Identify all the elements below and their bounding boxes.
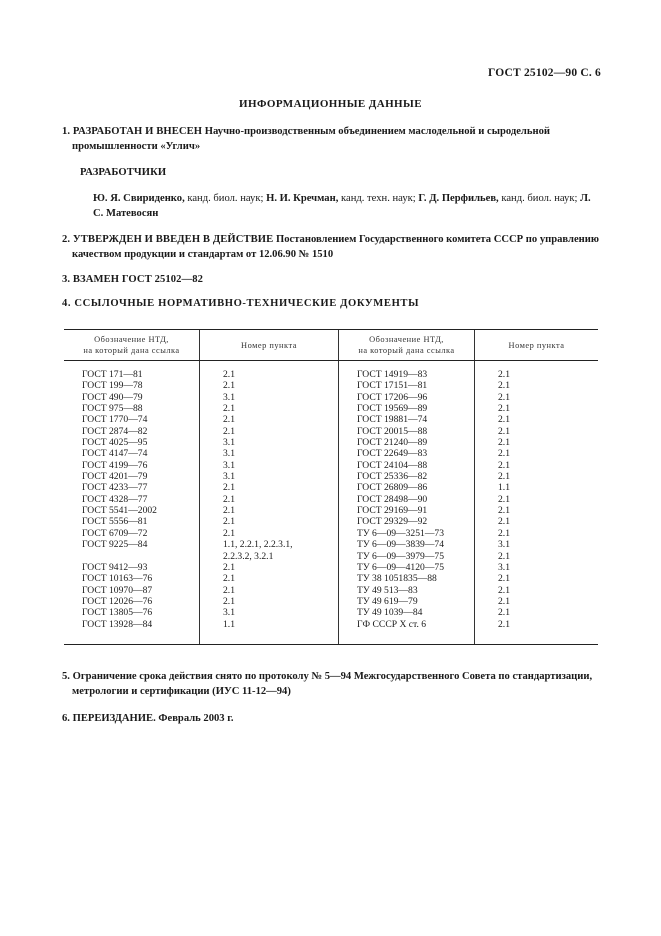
doc-code-cell (64, 551, 200, 562)
table-row (64, 471, 598, 482)
developers-list (93, 192, 601, 221)
section-2-heading: 2. УТВЕРЖДЕН И ВВЕДЕН В ДЕЙСТВИЕ (62, 234, 274, 245)
doc-code-cell: ТУ 6—09—3251—73 (339, 528, 475, 539)
doc-code-cell: ТУ 6—09—4120—75 (339, 562, 475, 573)
doc-code-cell: ГОСТ 4201—79 (82, 471, 148, 483)
doc-code-cell: ГОСТ 17151—81 (339, 380, 475, 391)
item-number-cell: 2.1 (475, 619, 599, 645)
col-header-doc: Обозначение НТД, на который дана ссылка (64, 330, 200, 361)
doc-code-cell: ГОСТ 22649—83 (339, 448, 475, 459)
table-row (64, 573, 598, 584)
doc-code-cell: ГОСТ 9412—93 (82, 561, 148, 573)
item-number-cell: 2.1 (475, 573, 599, 584)
table-row (64, 562, 598, 573)
section-1-heading: 1. РАЗРАБОТАН И ВНЕСЕН (62, 126, 203, 137)
doc-code-cell: ТУ 49 513—83 (339, 585, 475, 596)
table-row (64, 607, 598, 618)
item-number-cell: 1.1, 2.2.1, 2.2.3.1, (200, 539, 339, 550)
references-table (64, 329, 598, 645)
developer-degree: канд. биол. наук; (184, 193, 267, 204)
item-number-cell: 2.1 (475, 403, 599, 414)
doc-code-cell: ГОСТ 21240—89 (339, 437, 475, 448)
table-row (64, 585, 598, 596)
doc-code-cell: ГОСТ 199—78 (82, 380, 143, 392)
doc-code-cell: ГОСТ 10163—76 (82, 573, 153, 585)
item-number-cell: 2.1 (475, 426, 599, 437)
item-number-cell: 2.1 (200, 596, 339, 607)
item-number-cell: 2.1 (200, 528, 339, 539)
item-number-cell: 2.1 (475, 494, 599, 505)
item-number-cell: 3.1 (200, 392, 339, 403)
table-row (64, 403, 598, 414)
table-row (64, 596, 598, 607)
item-number-cell: 2.1 (475, 516, 599, 527)
item-number-cell: 2.1 (200, 505, 339, 516)
item-number-cell: 2.1 (475, 392, 599, 403)
doc-code-cell: ГОСТ 19569—89 (339, 403, 475, 414)
table-row (64, 539, 598, 550)
item-number-cell: 2.2.3.2, 3.2.1 (200, 551, 339, 562)
item-number-cell: 3.1 (200, 437, 339, 448)
developer-name: Л. С. Матевосян (93, 193, 591, 219)
item-number-cell: 3.1 (200, 460, 339, 471)
item-number-cell: 2.1 (200, 380, 339, 391)
doc-code-cell: ГОСТ 490—79 (82, 391, 143, 403)
section-4-heading: 4. ССЫЛОЧНЫЕ НОРМАТИВНО-ТЕХНИЧЕСКИЕ ДОКУМЕНТЫ (62, 298, 420, 309)
doc-code-cell: ГОСТ 13928—84 (64, 619, 200, 645)
table-row (64, 482, 598, 493)
item-number-cell: 2.1 (200, 573, 339, 584)
item-number-cell: 2.1 (475, 551, 599, 562)
table-row (64, 494, 598, 505)
page-header: ГОСТ 25102—90 С. 6 (488, 67, 601, 79)
page-title: ИНФОРМАЦИОННЫЕ ДАННЫЕ (239, 98, 422, 110)
doc-code-cell: ГОСТ 29169—91 (339, 505, 475, 516)
developer-name: Г. Д. Перфильев, (418, 193, 499, 204)
doc-code-cell: ГОСТ 24104—88 (339, 460, 475, 471)
table-row (64, 460, 598, 471)
doc-code-cell: ГОСТ 171—81 (82, 369, 143, 380)
item-number-cell: 2.1 (200, 494, 339, 505)
table-row (64, 505, 598, 516)
doc-code-cell: ГОСТ 20015—88 (339, 426, 475, 437)
section-5: 5. Ограничение срока действия снято по протоколу № 5—94 Межгосударственного Совета по стандартизации, метрологии и сертификации (ИУС 11-12—94) (62, 671, 593, 697)
doc-code-cell: ГОСТ 13805—76 (82, 607, 153, 619)
item-number-cell: 1.1 (475, 482, 599, 493)
doc-code-cell: ГФ СССР X ст. 6 (339, 619, 475, 645)
developer-degree: канд. техн. наук; (338, 193, 419, 204)
item-number-cell: 2.1 (475, 361, 599, 381)
item-number-cell: 2.1 (200, 585, 339, 596)
item-number-cell: 2.1 (475, 528, 599, 539)
doc-code-cell: ГОСТ 4328—77 (82, 493, 148, 505)
developer-name: Ю. Я. Свириденко, (93, 193, 185, 204)
item-number-cell: 2.1 (475, 585, 599, 596)
item-number-cell: 1.1 (200, 619, 339, 645)
section-3: 3. ВЗАМЕН ГОСТ 25102—82 (62, 274, 204, 285)
doc-code-cell: ГОСТ 25336—82 (339, 471, 475, 482)
doc-code-cell: ГОСТ 17206—96 (339, 392, 475, 403)
item-number-cell: 2.1 (475, 414, 599, 425)
doc-code-cell: ТУ 49 1039—84 (339, 607, 475, 618)
table-row (64, 392, 598, 403)
doc-code-cell: ГОСТ 6709—72 (82, 527, 148, 539)
doc-code-cell: ГОСТ 2874—82 (82, 425, 148, 437)
item-number-cell: 2.1 (475, 471, 599, 482)
table-row (64, 426, 598, 437)
item-number-cell: 2.1 (475, 505, 599, 516)
item-number-cell: 2.1 (200, 414, 339, 425)
item-number-cell: 2.1 (200, 361, 339, 381)
doc-code-cell: ГОСТ 4147—74 (82, 448, 148, 460)
doc-code-cell: ГОСТ 28498—90 (339, 494, 475, 505)
table-row (64, 528, 598, 539)
doc-code-cell: ГОСТ 5541—2002 (82, 505, 157, 517)
doc-code-cell: ГОСТ 26809—86 (339, 482, 475, 493)
section-1-text: Научно-производственным объединением маслодельной и сыродельной промышленности «Углич» (72, 126, 550, 152)
doc-code-cell: ГОСТ 1770—74 (82, 414, 148, 426)
doc-code-cell: ГОСТ 12026—76 (82, 595, 153, 607)
item-number-cell: 3.1 (475, 539, 599, 550)
item-number-cell: 2.1 (475, 596, 599, 607)
doc-code-cell: ГОСТ 14919—83 (339, 361, 475, 381)
doc-code-cell: ГОСТ 10970—87 (82, 584, 153, 596)
item-number-cell: 2.1 (475, 437, 599, 448)
item-number-cell: 3.1 (200, 448, 339, 459)
table-row (64, 414, 598, 425)
table-row (64, 619, 598, 645)
doc-code-cell: ГОСТ 5556—81 (82, 516, 148, 528)
col-header-item: Номер пункта (200, 330, 339, 361)
doc-code-cell: ГОСТ 9225—84 (82, 539, 148, 551)
doc-code-cell: ГОСТ 4025—95 (82, 437, 148, 449)
table-row (64, 551, 598, 562)
doc-code-cell: ТУ 6—09—3839—74 (339, 539, 475, 550)
item-number-cell: 2.1 (200, 482, 339, 493)
doc-code-cell: ТУ 49 619—79 (339, 596, 475, 607)
item-number-cell: 2.1 (200, 426, 339, 437)
table-row (64, 437, 598, 448)
doc-code-cell: ТУ 6—09—3979—75 (339, 551, 475, 562)
item-number-cell: 3.1 (475, 562, 599, 573)
col-header-item: Номер пункта (475, 330, 599, 361)
item-number-cell: 2.1 (200, 403, 339, 414)
doc-code-cell: ГОСТ 29329—92 (339, 516, 475, 527)
doc-code-cell: ГОСТ 975—88 (82, 403, 143, 415)
item-number-cell: 2.1 (475, 448, 599, 459)
doc-code-cell: ГОСТ 19881—74 (339, 414, 475, 425)
table-row (64, 380, 598, 391)
developer-degree: канд. биол. наук; (498, 193, 581, 204)
doc-code-cell: ГОСТ 4233—77 (82, 482, 148, 494)
table-row (64, 361, 598, 381)
doc-code-cell: ГОСТ 4199—76 (82, 459, 148, 471)
item-number-cell: 2.1 (200, 562, 339, 573)
developers-heading: РАЗРАБОТЧИКИ (80, 167, 167, 178)
section-6: 6. ПЕРЕИЗДАНИЕ. Февраль 2003 г. (62, 713, 234, 724)
developer-name: Н. И. Кречман, (266, 193, 339, 204)
item-number-cell: 2.1 (475, 460, 599, 471)
doc-code-cell: ТУ 38 1051835—88 (339, 573, 475, 584)
section-1 (62, 125, 612, 154)
table-row (64, 448, 598, 459)
item-number-cell: 2.1 (200, 516, 339, 527)
item-number-cell: 3.1 (200, 471, 339, 482)
col-header-doc: Обозначение НТД, на который дана ссылка (339, 330, 475, 361)
item-number-cell: 2.1 (475, 380, 599, 391)
section-2-text: Постановлением Государственного комитета СССР по управлению качеством продукции и стандартам от 12.06.90 № 1510 (72, 234, 599, 260)
section-2 (62, 233, 612, 262)
table-row (64, 516, 598, 527)
item-number-cell: 2.1 (475, 607, 599, 618)
item-number-cell: 3.1 (200, 607, 339, 618)
